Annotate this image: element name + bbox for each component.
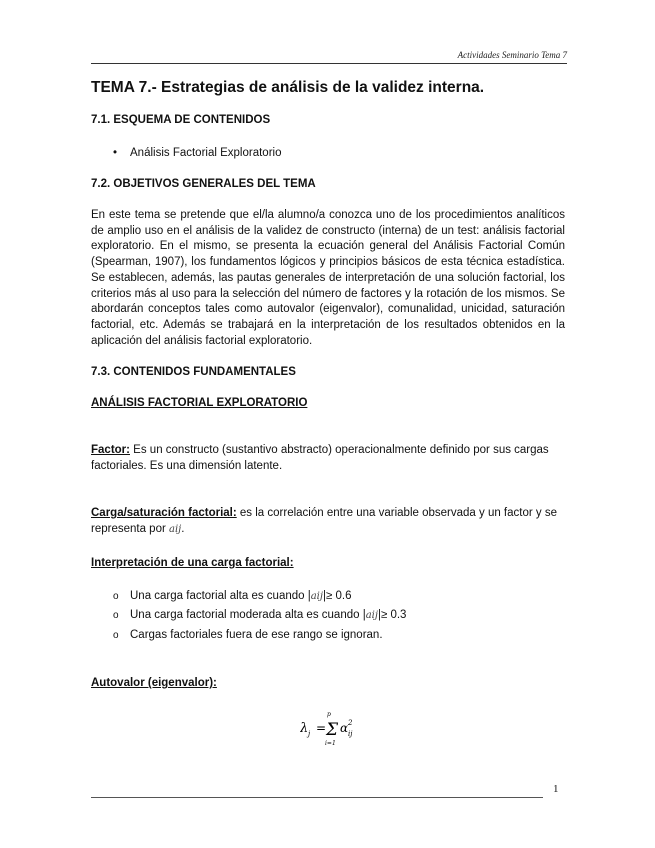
factor-term: Factor:	[91, 444, 130, 456]
interpretation-item: o Una carga factorial alta es cuando |aij|≥ 0.6	[113, 590, 352, 602]
section-heading-7-2: 7.2. OBJETIVOS GENERALES DEL TEMA	[91, 178, 316, 190]
objectives-paragraph: En este tema se pretende que el/la alumno/a conozca uno de los procedimientos analíticos de amplio uso en el análisis de la validez de constructo (interna) de un test: análisis factorial exploratorio. En el mismo, se presenta la ecuación general del Análisis Factorial Común (Spearman, 1907), los fundamentos lógicos y principios básicos de esta técnica estadística. Se establecen, además, las pautas generales de interpretación de una solución factorial, los criterios más al uso para la selección del número de factores y la rotación de los mismos. Se abordarán conceptos tales como autovalor (eigenvalor), comunalidad, unicidad, saturación factorial, etc. Además se trabajará en la interpretación de los resultados obtenidos en la aplicación del análisis factorial exploratorio.	[91, 209, 565, 347]
eigenvalue-formula-graphic	[300, 708, 370, 748]
svg-text:p: p	[327, 711, 331, 718]
page-title: TEMA 7.- Estrategias de análisis de la validez interna.	[91, 79, 485, 96]
svg-text:α: α	[340, 721, 349, 735]
svg-text:j: j	[308, 730, 311, 738]
interpretation-heading: Interpretación de una carga factorial:	[91, 557, 294, 569]
factor-definition	[91, 443, 565, 474]
page-number: 1	[553, 783, 559, 795]
carga-text: es la correlación entre una variable observada y un factor y se representa por	[91, 507, 557, 535]
bullet-item	[113, 147, 281, 159]
autovalor-heading: Autovalor (eigenvalor):	[91, 677, 217, 689]
svg-text:=: =	[316, 721, 327, 735]
carga-symbol: aij	[169, 523, 182, 535]
running-header: Actividades Seminario Tema 7	[457, 50, 567, 60]
bullet-text: Análisis Factorial Exploratorio	[130, 147, 282, 159]
svg-text:2: 2	[348, 719, 353, 727]
carga-definition: Carga/saturación factorial: es la correlación entre una variable observada y un factor y se representa por aij.	[91, 507, 557, 535]
factor-text: Es un constructo (sustantivo abstracto) operacionalmente definido por sus cargas factoriales. Es una dimensión latente.	[91, 444, 549, 472]
svg-text:Σ: Σ	[326, 720, 339, 740]
interpretation-item: o Una carga factorial moderada alta es cuando |aij|≥ 0.3	[113, 609, 407, 621]
eigenvalue-formula	[300, 708, 370, 752]
section-heading-7-1: 7.1. ESQUEMA DE CONTENIDOS	[91, 114, 271, 126]
footer-rule	[91, 797, 543, 798]
svg-text:i=1: i=1	[325, 740, 336, 747]
header-rule	[91, 63, 567, 64]
section-heading-7-3: 7.3. CONTENIDOS FUNDAMENTALES	[91, 366, 296, 378]
carga-term: Carga/saturación factorial:	[91, 507, 237, 519]
svg-text:λ: λ	[300, 721, 309, 736]
bullet-icon: •	[113, 147, 118, 159]
interpretation-item: o Cargas factoriales fuera de ese rango se ignoran.	[113, 629, 383, 641]
subsection-heading-afe: ANÁLISIS FACTORIAL EXPLORATORIO	[91, 397, 308, 409]
svg-text:ij: ij	[348, 730, 353, 738]
